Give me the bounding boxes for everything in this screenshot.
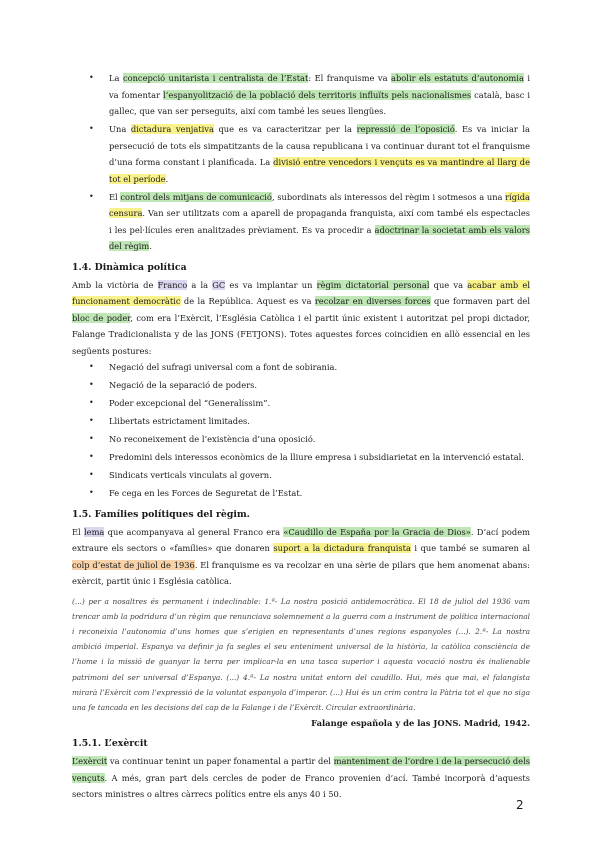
bullet-icon: • [89, 362, 94, 371]
text-run: , subordinats als interessos del règim i sotmesos a una [271, 191, 506, 202]
bullet-icon: • [89, 73, 94, 82]
highlighted-text: concepció unitarista i centralista de l’Estat [122, 73, 309, 83]
quote-source: Falange española y de las JONS. Madrid, 1942. [311, 718, 530, 729]
text-run: . Es va iniciar la persecució de tots els simpatitzants de la causa republicana i va continuar durant tot el franquisme d’una forma constant i planificada. La [109, 124, 531, 167]
text-run: El [72, 526, 84, 537]
text-run: . [165, 173, 169, 184]
highlighted-text: rígida censura [109, 191, 530, 218]
highlighted-text: suport a la dictadura franquista [273, 543, 411, 553]
text-run: El [109, 191, 121, 202]
bullet-icon: • [89, 398, 94, 407]
bullet-icon: • [89, 434, 94, 443]
highlighted-text: lema [84, 526, 105, 537]
text-run: que va [429, 279, 468, 290]
bullet-item: • Poder excepcional del “Generalíssim”. [72, 395, 530, 412]
bullet-item [72, 121, 530, 187]
text-run: La [109, 73, 123, 83]
bullet-item: • Negació de la separació de poders. [72, 377, 530, 394]
bullet-item: • Predomini dels interessos econòmics de la lliure empresa i subsidiarietat en la intervenció estatal. [72, 449, 530, 466]
text-run: català, basc i gallec, que van ser perseguits, així com també les seues llengües. [109, 89, 531, 116]
text-run: es va implantar un [225, 279, 317, 290]
highlighted-text: recolzar en diverses forces [314, 296, 431, 306]
text-run: Amb la victòria de [72, 279, 158, 290]
text-run: : El franquisme va [308, 73, 392, 83]
highlighted-text: manteniment de l’ordre i de la persecució dels vençuts [72, 756, 530, 783]
bullet-item: • Llibertats estrictament limitades. [72, 413, 530, 430]
text-run: . [149, 241, 152, 251]
highlighted-text: colp d’estat de juliol de 1936 [72, 559, 195, 570]
highlighted-text: règim dictatorial personal [316, 279, 430, 290]
text-run: que formaven part del [430, 296, 530, 306]
section-paragraph [72, 524, 530, 590]
bullet-icon: • [89, 416, 94, 425]
highlighted-text: L’exèrcit [72, 756, 108, 767]
text-run: i que també se sumaren al [410, 543, 530, 553]
page-number: 2 [516, 798, 524, 812]
text-run: a la [187, 279, 213, 290]
highlighted-text: bloc de poder [72, 312, 131, 323]
highlighted-text: «Caudillo de España por la Gracia de Dios» [283, 526, 471, 537]
text-run: va continuar tenint un paper fonamental a partir del [107, 756, 334, 767]
bullet-item [72, 70, 530, 120]
highlighted-text: divisió entre vencedors i vençuts es va mantindre al llarg de tot el període [109, 157, 530, 184]
historical-quote: (...) per a nosaltres és permanent i indeclinable: 1.ª- La nostra posició antidemocràtica. El 18 de juliol del 1936 vam trencar amb la podridura d’un règim que renunciava solemnement a la guerra com a instrument de política internacional i reconeixia l’autonomia d’uns homes que s’erigien en representants d’unes regions espanyoles (...). 2.ª- La nostra ambició imperial. Espanya va definir ja fa segles el seu enteniment universal de la història, la catòlica consciència de l’home i la missió de guanyar la terra per implicar-la en una tasca superior i aquesta vocació nostra és inalienable patrimoni del ser universal d’Espanya. (...) 4.ª- La nostra unitat entorn del caudillo. Hui, més que mai, el falangista mirarà l’Exèrcit com l’expressió de la voluntat espanyola d’imperar. (...) Hui és un crim contra la Pàtria tot el que no siga una fe tancada en les decisions del cap de la Falange i de l’Exèrcit. Circular extraordinària. [72, 596, 530, 712]
highlighted-text: dictadura venjativa [130, 124, 214, 134]
text-run: . Van ser utilitzats com a aparell de propaganda franquista, així com també els espectacles i les pel·lícules eren analitzades prèviament. Es va procedir a [109, 208, 530, 235]
postures-bullet-list [72, 359, 530, 502]
highlighted-text: acabar amb el funcionament democràtic [72, 279, 530, 306]
bullet-item [72, 189, 530, 255]
section-heading: 1.5. Famílies polítiques del règim. [72, 508, 250, 520]
bullet-icon: • [89, 452, 94, 461]
highlighted-text: control dels mitjans de comunicació [120, 191, 272, 202]
page-content [72, 70, 530, 803]
bullet-icon: • [89, 191, 94, 201]
text-run: que acompanyava al general Franco era [104, 526, 284, 537]
text-run: , com era l’Exèrcit, l’Església Catòlica i el partit únic existent i autoritzat pel propi dictador, Falange Tradicionalista y de las JONS (FETJONS). Totes aquestes forces coincidien en allò essencial en les següents postures: [72, 312, 530, 356]
subsection-heading: 1.5.1. L’exèrcit [72, 738, 148, 750]
highlighted-text: Franco [157, 279, 188, 290]
bullet-icon: • [89, 124, 94, 133]
highlighted-text: l’espanyolització de la població dels territoris influïts pels nacionalismes [163, 89, 472, 100]
bullet-item: • No reconeixement de l’existència d’una oposició. [72, 431, 530, 448]
intro-bullet-list [72, 70, 530, 255]
bullet-icon: • [89, 380, 94, 389]
text-run: de la República. Aquest es va [180, 296, 315, 306]
highlighted-text: abolir els estatuts d’autonomia [391, 73, 524, 83]
text-run: Una [109, 124, 131, 134]
bullet-item: • Negació del sufragi universal com a font de sobirania. [72, 359, 530, 376]
text-run: . A més, gran part dels cercles de poder de Franco provenien d’ací. També incorporà d’aquests sectors ministres o altres càrrecs polítics entre els anys 40 i 50. [72, 772, 530, 800]
text-run: que es va caracteritzar per la [213, 124, 357, 134]
text-run: . El franquisme es va recolzar en una sèrie de pilars que hem anomenat abans: exèrcit, partit únic i Església catòlica. [72, 559, 530, 586]
highlighted-text: GC [212, 279, 226, 290]
section-paragraph [72, 753, 530, 803]
text-run: i va fomentar [109, 73, 531, 100]
section-heading: 1.4. Dinàmica política [72, 261, 187, 273]
highlighted-text: repressió de l’oposició [356, 124, 455, 134]
text-run: . D’ací podem extraure els sectors o «famílies» que donaren [72, 526, 530, 553]
bullet-item: • Fe cega en les Forces de Seguretat de l’Estat. [72, 485, 530, 502]
bullet-icon: • [89, 488, 94, 497]
section-paragraph [72, 277, 530, 360]
highlighted-text: adoctrinar la societat amb els valors del règim [109, 224, 530, 251]
bullet-item: • Sindicats verticals vinculats al govern. [72, 467, 530, 484]
bullet-icon: • [89, 470, 94, 479]
